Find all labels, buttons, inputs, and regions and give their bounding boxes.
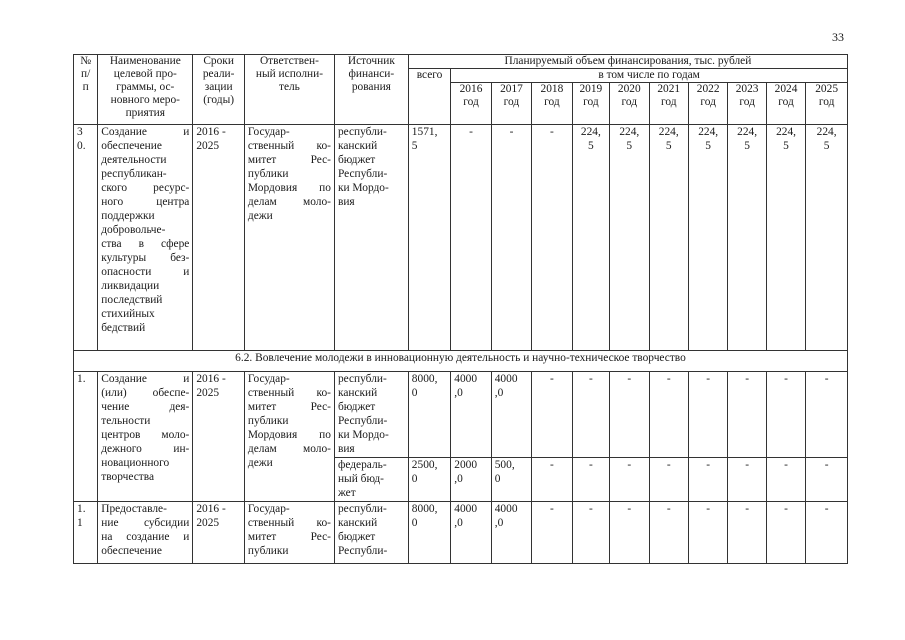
year-value: 224, 5 bbox=[728, 125, 766, 351]
row-number: 1. bbox=[74, 372, 98, 502]
year-value: - bbox=[688, 502, 727, 564]
event-name: Предоставле- ние субсидии на создание и обеспечение bbox=[98, 502, 193, 564]
year-value: 4000 ,0 bbox=[451, 502, 491, 564]
header-year: 2023 год bbox=[728, 83, 766, 125]
year-value: - bbox=[728, 502, 766, 564]
year-value: - bbox=[532, 125, 572, 351]
year-value: 224, 5 bbox=[766, 125, 805, 351]
row-number: 3 0. bbox=[74, 125, 98, 351]
total-value: 8000, 0 bbox=[408, 372, 450, 458]
year-value: - bbox=[688, 372, 727, 458]
year-value: - bbox=[728, 458, 766, 502]
page-number: 33 bbox=[832, 30, 844, 44]
year-value: 2000 ,0 bbox=[451, 458, 491, 502]
section-row bbox=[74, 351, 848, 372]
funding-source: республи- канский бюджет Республи- bbox=[334, 502, 408, 564]
year-value: 224, 5 bbox=[610, 125, 649, 351]
year-value: - bbox=[572, 372, 609, 458]
year-value: - bbox=[806, 458, 848, 502]
year-value: - bbox=[688, 458, 727, 502]
year-value: 4000 ,0 bbox=[491, 502, 531, 564]
total-value: 1571, 5 bbox=[408, 125, 450, 351]
header-year: 2020 год bbox=[610, 83, 649, 125]
header-by-years: в том числе по годам bbox=[451, 69, 848, 83]
year-value: 500, 0 bbox=[491, 458, 531, 502]
header-year: 2021 год bbox=[649, 83, 688, 125]
year-value: - bbox=[766, 502, 805, 564]
year-value: - bbox=[806, 372, 848, 458]
year-value: 4000 ,0 bbox=[451, 372, 491, 458]
header-no: № п/ п bbox=[74, 55, 98, 125]
year-value: - bbox=[572, 458, 609, 502]
total-value: 2500, 0 bbox=[408, 458, 450, 502]
header-year: 2024 год bbox=[766, 83, 805, 125]
year-value: 224, 5 bbox=[688, 125, 727, 351]
table-row bbox=[74, 502, 848, 564]
financing-table bbox=[73, 54, 848, 564]
terms: 2016 - 2025 bbox=[193, 372, 245, 502]
year-value: - bbox=[610, 502, 649, 564]
funding-source: федераль- ный бюд- жет bbox=[334, 458, 408, 502]
responsible: Государ- ственный ко- митет Рес- публики Мордовия по делам моло- дежи bbox=[244, 125, 334, 351]
year-value: - bbox=[649, 372, 688, 458]
header-year: 2017 год bbox=[491, 83, 531, 125]
terms: 2016 - 2025 bbox=[193, 502, 245, 564]
event-name: Создание и обеспечение деятельности республикан- ского ресурс- ного центра поддержки добровольче- ства в сфере культуры без- опасности и ликвидации последствий стихийных бедствий bbox=[98, 125, 193, 351]
header-year: 2025 год bbox=[806, 83, 848, 125]
header-responsible: Ответствен- ный исполни- тель bbox=[244, 55, 334, 125]
year-value: - bbox=[532, 372, 572, 458]
year-value: - bbox=[451, 125, 491, 351]
header-planned: Планируемый объем финансирования, тыс. рублей bbox=[408, 55, 847, 69]
total-value: 8000, 0 bbox=[408, 502, 450, 564]
year-value: - bbox=[610, 372, 649, 458]
year-value: - bbox=[766, 372, 805, 458]
header-year: 2018 год bbox=[532, 83, 572, 125]
funding-source: республи- канский бюджет Республи- ки Мордо- вия bbox=[334, 372, 408, 458]
year-value: 224, 5 bbox=[806, 125, 848, 351]
year-value: - bbox=[766, 458, 805, 502]
row-number: 1. 1 bbox=[74, 502, 98, 564]
terms: 2016 - 2025 bbox=[193, 125, 245, 351]
year-value: - bbox=[728, 372, 766, 458]
header-year: 2019 год bbox=[572, 83, 609, 125]
year-value: - bbox=[806, 502, 848, 564]
year-value: 4000 ,0 bbox=[491, 372, 531, 458]
year-value: - bbox=[532, 458, 572, 502]
header-name: Наименование целевой про- граммы, ос- новного меро- приятия bbox=[98, 55, 193, 125]
section-title: 6.2. Вовлечение молодежи в инновационную деятельность и научно-техническое творчество bbox=[74, 351, 848, 372]
year-value: - bbox=[572, 502, 609, 564]
year-value: - bbox=[610, 458, 649, 502]
header-terms: Сроки реали- зации (годы) bbox=[193, 55, 245, 125]
responsible: Государ- ственный ко- митет Рес- публики Мордовия по делам моло- дежи bbox=[244, 372, 334, 502]
header-source: Источник финанси- рования bbox=[334, 55, 408, 125]
year-value: - bbox=[491, 125, 531, 351]
header-total: всего bbox=[408, 69, 450, 125]
year-value: - bbox=[532, 502, 572, 564]
header-year: 2016 год bbox=[451, 83, 491, 125]
funding-source: республи- канский бюджет Республи- ки Мордо- вия bbox=[334, 125, 408, 351]
event-name: Создание и (или) обеспе- чение дея- тельности центров моло- дежного ин- новационного творчества bbox=[98, 372, 193, 502]
header-year: 2022 год bbox=[688, 83, 727, 125]
year-value: - bbox=[649, 458, 688, 502]
responsible: Государ- ственный ко- митет Рес- публики bbox=[244, 502, 334, 564]
table-row bbox=[74, 372, 848, 458]
year-value: - bbox=[649, 502, 688, 564]
year-value: 224, 5 bbox=[649, 125, 688, 351]
year-value: 224, 5 bbox=[572, 125, 609, 351]
table-row bbox=[74, 125, 848, 351]
